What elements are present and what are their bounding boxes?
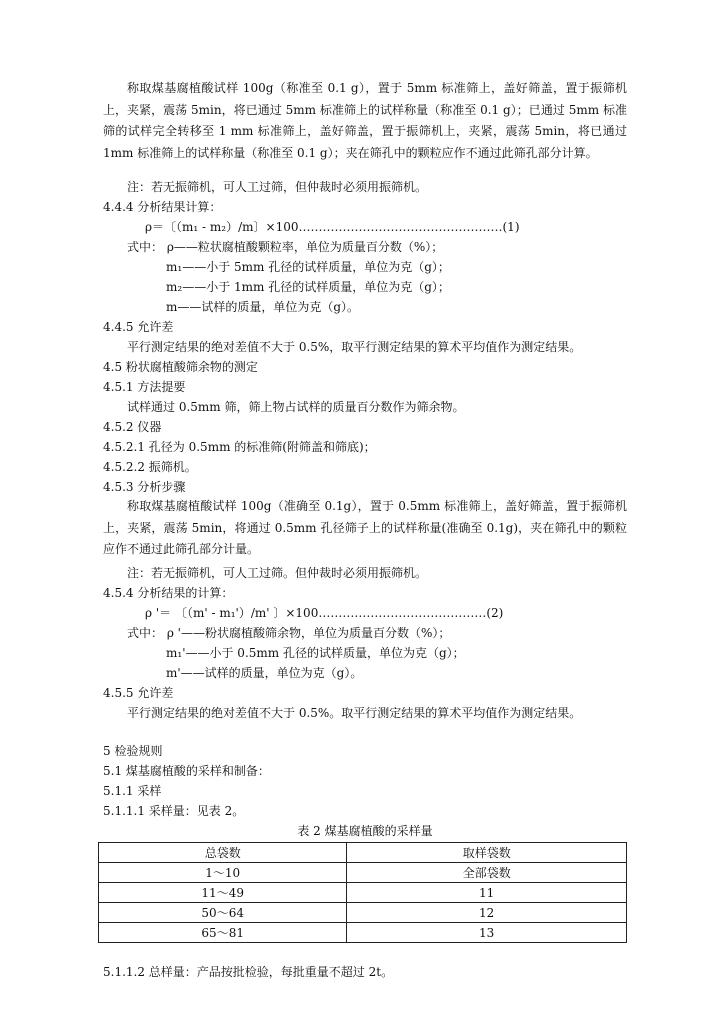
formula-1: ρ＝〔（m₁ - m₂）/m〕×100……………………………………………(1) (145, 220, 520, 234)
table-cell: 11 (347, 883, 627, 903)
table-row (99, 903, 627, 923)
heading-4-5-5: 4.5.5 允许差 (103, 686, 174, 700)
heading-5-1: 5.1 煤基腐植酸的采样和制备： (103, 764, 270, 778)
table-cell: 50～64 (99, 903, 347, 923)
table-caption: 表 2 煤基腐植酸的采样量 (297, 824, 433, 838)
formula-2: ρ '＝ 〔（m' - m₁'）/m' 〕×100……………………………………(2) (145, 606, 504, 620)
tolerance-text-1: 平行测定结果的绝对差值不大于 0.5%，取平行测定结果的算术平均值作为测定结果。 (127, 340, 582, 354)
heading-5-1-1: 5.1.1 采样 (103, 784, 162, 798)
formula-2-where: 式中： ρ '——粉状腐植酸筛余物，单位为质量百分数（%）； (127, 626, 451, 640)
definition-m1-prime: m₁'——小于 0.5mm 孔径的试样质量，单位为克（g）； (166, 646, 465, 660)
definition-m2: m₂——小于 1mm 孔径的试样质量，单位为克（g）； (166, 280, 450, 294)
definition-m1: m₁——小于 5mm 孔径的试样质量，单位为克（g）； (166, 260, 450, 274)
heading-5: 5 检验规则 (103, 744, 163, 758)
table-row (99, 863, 627, 883)
paragraph-4-5-3-procedure: 称取煤基腐植酸试样 100g（准确至 0.1g），置于 0.5mm 标准筛上，盖好筛盖，置于振筛机上，夹紧，震荡 5min，将通过 0.5mm 孔径筛子上的试样称量(准确至 0.1g)，夹在筛孔中的颗粒应作不通过此筛孔部分计量。 (103, 499, 627, 556)
heading-5-1-1-2: 5.1.1.2 总样量：产品按批检验，每批重量不超过 2t。 (103, 965, 394, 979)
paragraph-4-4-3-procedure: 称取煤基腐植酸试样 100g（称准至 0.1 g），置于 5mm 标准筛上，盖好筛盖，置于振筛机上，夹紧，震荡 5min，将已通过 5mm 标准筛上的试样称量（称准至 0.1 g）；已通过 5mm 标准筛的试样完全转移至 1 mm 标准筛上，盖好筛盖，置于振筛机上，夹紧，震荡 5min，将已通过 1mm 标准筛上的试样称量（称准至 0.1 g）；夹在筛孔中的颗粒应作不通过此筛孔部分计算。 (103, 81, 627, 160)
formula-1-where: 式中： ρ——粒状腐植酸颗粒率，单位为质量百分数（%）； (127, 240, 444, 254)
table-row (99, 883, 627, 903)
table-cell: 13 (347, 923, 627, 943)
table-header-cell: 总袋数 (99, 843, 347, 863)
table-cell: 65～81 (99, 923, 347, 943)
table-cell: 全部袋数 (347, 863, 627, 883)
definition-m-prime: m'——试样的质量，单位为克（g）。 (166, 666, 363, 680)
heading-4-5-1: 4.5.1 方法提要 (103, 380, 186, 394)
note-sieve-machine-2: 注：若无振筛机，可人工过筛。但仲裁时必须用振筛机。 (127, 566, 428, 580)
table-cell: 11～49 (99, 883, 347, 903)
table-cell: 12 (347, 903, 627, 923)
definition-m: m——试样的质量，单位为克（g）。 (166, 300, 360, 314)
item-4-5-2-2: 4.5.2.2 振筛机。 (103, 460, 197, 474)
heading-4-5-3: 4.5.3 分析步骤 (103, 480, 186, 494)
heading-4-5: 4.5 粉状腐植酸筛余物的测定 (103, 360, 258, 374)
note-sieve-machine: 注：若无振筛机，可人工过筛，但仲裁时必须用振筛机。 (127, 180, 428, 194)
heading-4-5-2: 4.5.2 仪器 (103, 420, 162, 434)
heading-4-4-5: 4.4.5 允许差 (103, 320, 174, 334)
table-cell: 1～10 (99, 863, 347, 883)
heading-4-4-4: 4.4.4 分析结果计算： (103, 200, 222, 214)
sampling-table (98, 842, 627, 943)
heading-5-1-1-1: 5.1.1.1 采样量：见表 2。 (103, 804, 245, 818)
table-header-cell: 取样袋数 (347, 843, 627, 863)
heading-4-5-4: 4.5.4 分析结果的计算： (103, 586, 234, 600)
item-4-5-2-1: 4.5.2.1 孔径为 0.5mm 的标准筛(附筛盖和筛底)； (103, 440, 376, 454)
tolerance-text-2: 平行测定结果的绝对差值不大于 0.5%。取平行测定结果的算术平均值作为测定结果。 (127, 706, 582, 720)
method-summary: 试样通过 0.5mm 筛，筛上物占试样的质量百分数作为筛余物。 (127, 400, 465, 414)
table-row (99, 923, 627, 943)
table-header-row (99, 843, 627, 863)
